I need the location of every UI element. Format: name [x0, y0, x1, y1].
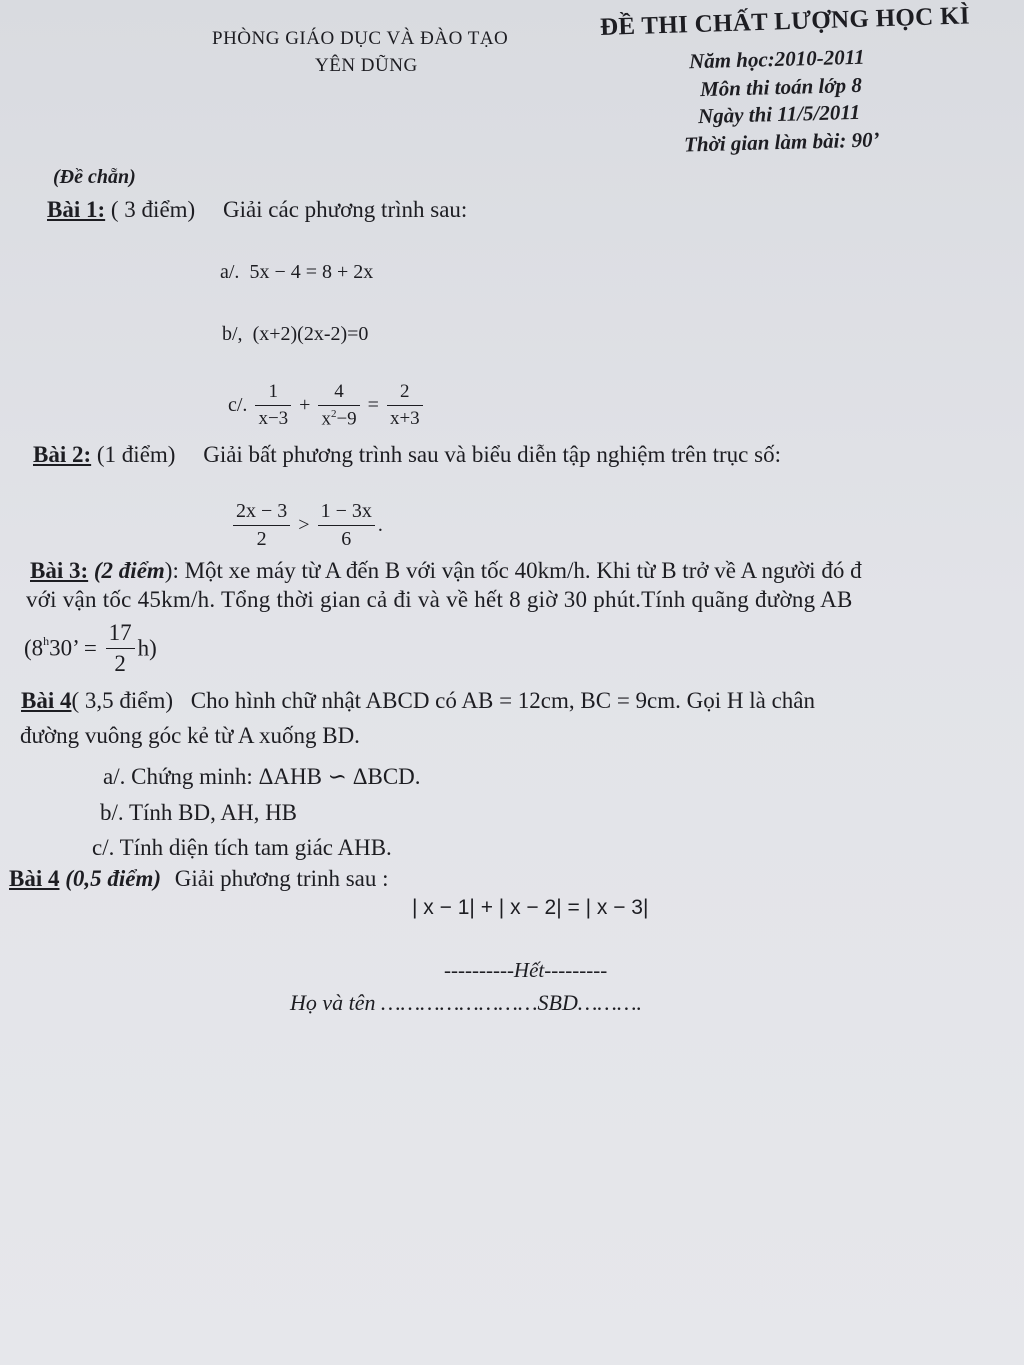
- bai1-label: Bài 1:: [47, 197, 106, 222]
- bai4-part-b: b/. Tính BD, AH, HB: [100, 800, 298, 825]
- bai5-instruction: Giải phương trinh sau :: [174, 866, 389, 891]
- fraction-1: $\frac{1}{x-3}$: [255, 381, 291, 430]
- bai3-text: ): Một xe máy từ A đến B với vận tốc 40km/h. Khi từ B trở về A người đó đ: [164, 558, 862, 583]
- equation: 5x − 4 = 8 + 2x: [249, 261, 374, 283]
- bai5-label: Bài 4: [9, 866, 60, 891]
- district-name: YÊN DŨNG: [315, 55, 418, 76]
- bai4-part-a: a/. Chứng minh: ΔAHB ∽ ΔBCD.: [103, 764, 421, 789]
- school-year: Năm học:2010-2011: [688, 44, 865, 74]
- bai3-points: (2 điểm: [93, 558, 165, 583]
- end-mark: ----------Hết---------: [444, 958, 608, 982]
- greater-sign: >: [298, 514, 310, 536]
- bai1-part-c: [228, 381, 426, 430]
- bai4-line2: đường vuông góc kẻ từ A xuống BD.: [20, 723, 360, 748]
- bai4-label: Bài 4: [21, 688, 72, 713]
- bai1-heading: [47, 197, 467, 223]
- bai3-note: ($8^h30$’ = $\frac{17}{2}$ h): [24, 620, 157, 676]
- exam-title: ĐỀ THI CHẤT LƯỢNG HỌC KÌ: [599, 2, 971, 41]
- bai1-instruction: Giải các phương trình sau:: [222, 197, 468, 222]
- bai4-line1: [21, 688, 815, 714]
- fraction-3: $\frac{2}{x+3}$: [387, 381, 423, 430]
- fraction-left: $\frac{2x - 3}{2}$: [233, 500, 290, 551]
- fraction-17-2: $\frac{17}{2}$: [106, 620, 135, 677]
- department-name: PHÒNG GIÁO DỤC VÀ ĐÀO TẠO: [212, 28, 509, 49]
- bai2-heading: [33, 442, 781, 468]
- bai1-part-a: [220, 261, 373, 284]
- bai4-part-c: c/. Tính diện tích tam giác AHB.: [92, 835, 392, 860]
- bai5-heading: [9, 866, 389, 892]
- bai4-points: ( 3,5 điểm): [71, 688, 174, 713]
- fraction-right: $\frac{1 - 3x}{6}$: [318, 500, 375, 551]
- part-label: b/,: [222, 323, 243, 345]
- bai3-line1: [30, 558, 862, 584]
- exam-duration: Thời gian làm bài: 90’: [683, 127, 880, 157]
- name-sbd-line: Họ và tên ……………………SBD……….: [290, 990, 643, 1015]
- exam-variant: (Đề chẵn): [53, 166, 136, 188]
- bai3-line2: với vận tốc 45km/h. Tổng thời gian cả đi và về hết 8 giờ 30 phút.Tính quãng đường AB: [26, 587, 853, 612]
- bai5-points: (0,5 điểm): [65, 866, 162, 891]
- part-label: c/.: [228, 394, 248, 417]
- bai2-label: Bài 2:: [33, 442, 92, 467]
- bai2-inequality: [230, 500, 383, 551]
- equals-sign: =: [367, 394, 379, 417]
- bai2-instruction: Giải bất phương trình sau và biểu diễn tập nghiệm trên trục số:: [203, 442, 781, 467]
- exam-date: Ngày thi 11/5/2011: [697, 99, 861, 129]
- period: .: [377, 514, 383, 536]
- part-label: a/.: [220, 261, 240, 283]
- exam-subject: Môn thi toán lớp 8: [699, 72, 863, 102]
- bai2-points: (1 điểm): [96, 442, 176, 467]
- equation: (x+2)(2x-2)=0: [252, 323, 369, 345]
- fraction-2: $\frac{4}{x^2-9}$: [318, 381, 359, 430]
- bai3-label: Bài 3:: [30, 558, 89, 583]
- bai1-part-b: [222, 323, 368, 346]
- bai4-text: Cho hình chữ nhật ABCD có AB = 12cm, BC = 9cm. Gọi H là chân: [190, 688, 816, 713]
- bai1-points: ( 3 điểm): [110, 197, 196, 222]
- plus-sign: +: [299, 394, 311, 417]
- bai5-equation: | x − 1| + | x − 2| = | x − 3|: [412, 896, 649, 919]
